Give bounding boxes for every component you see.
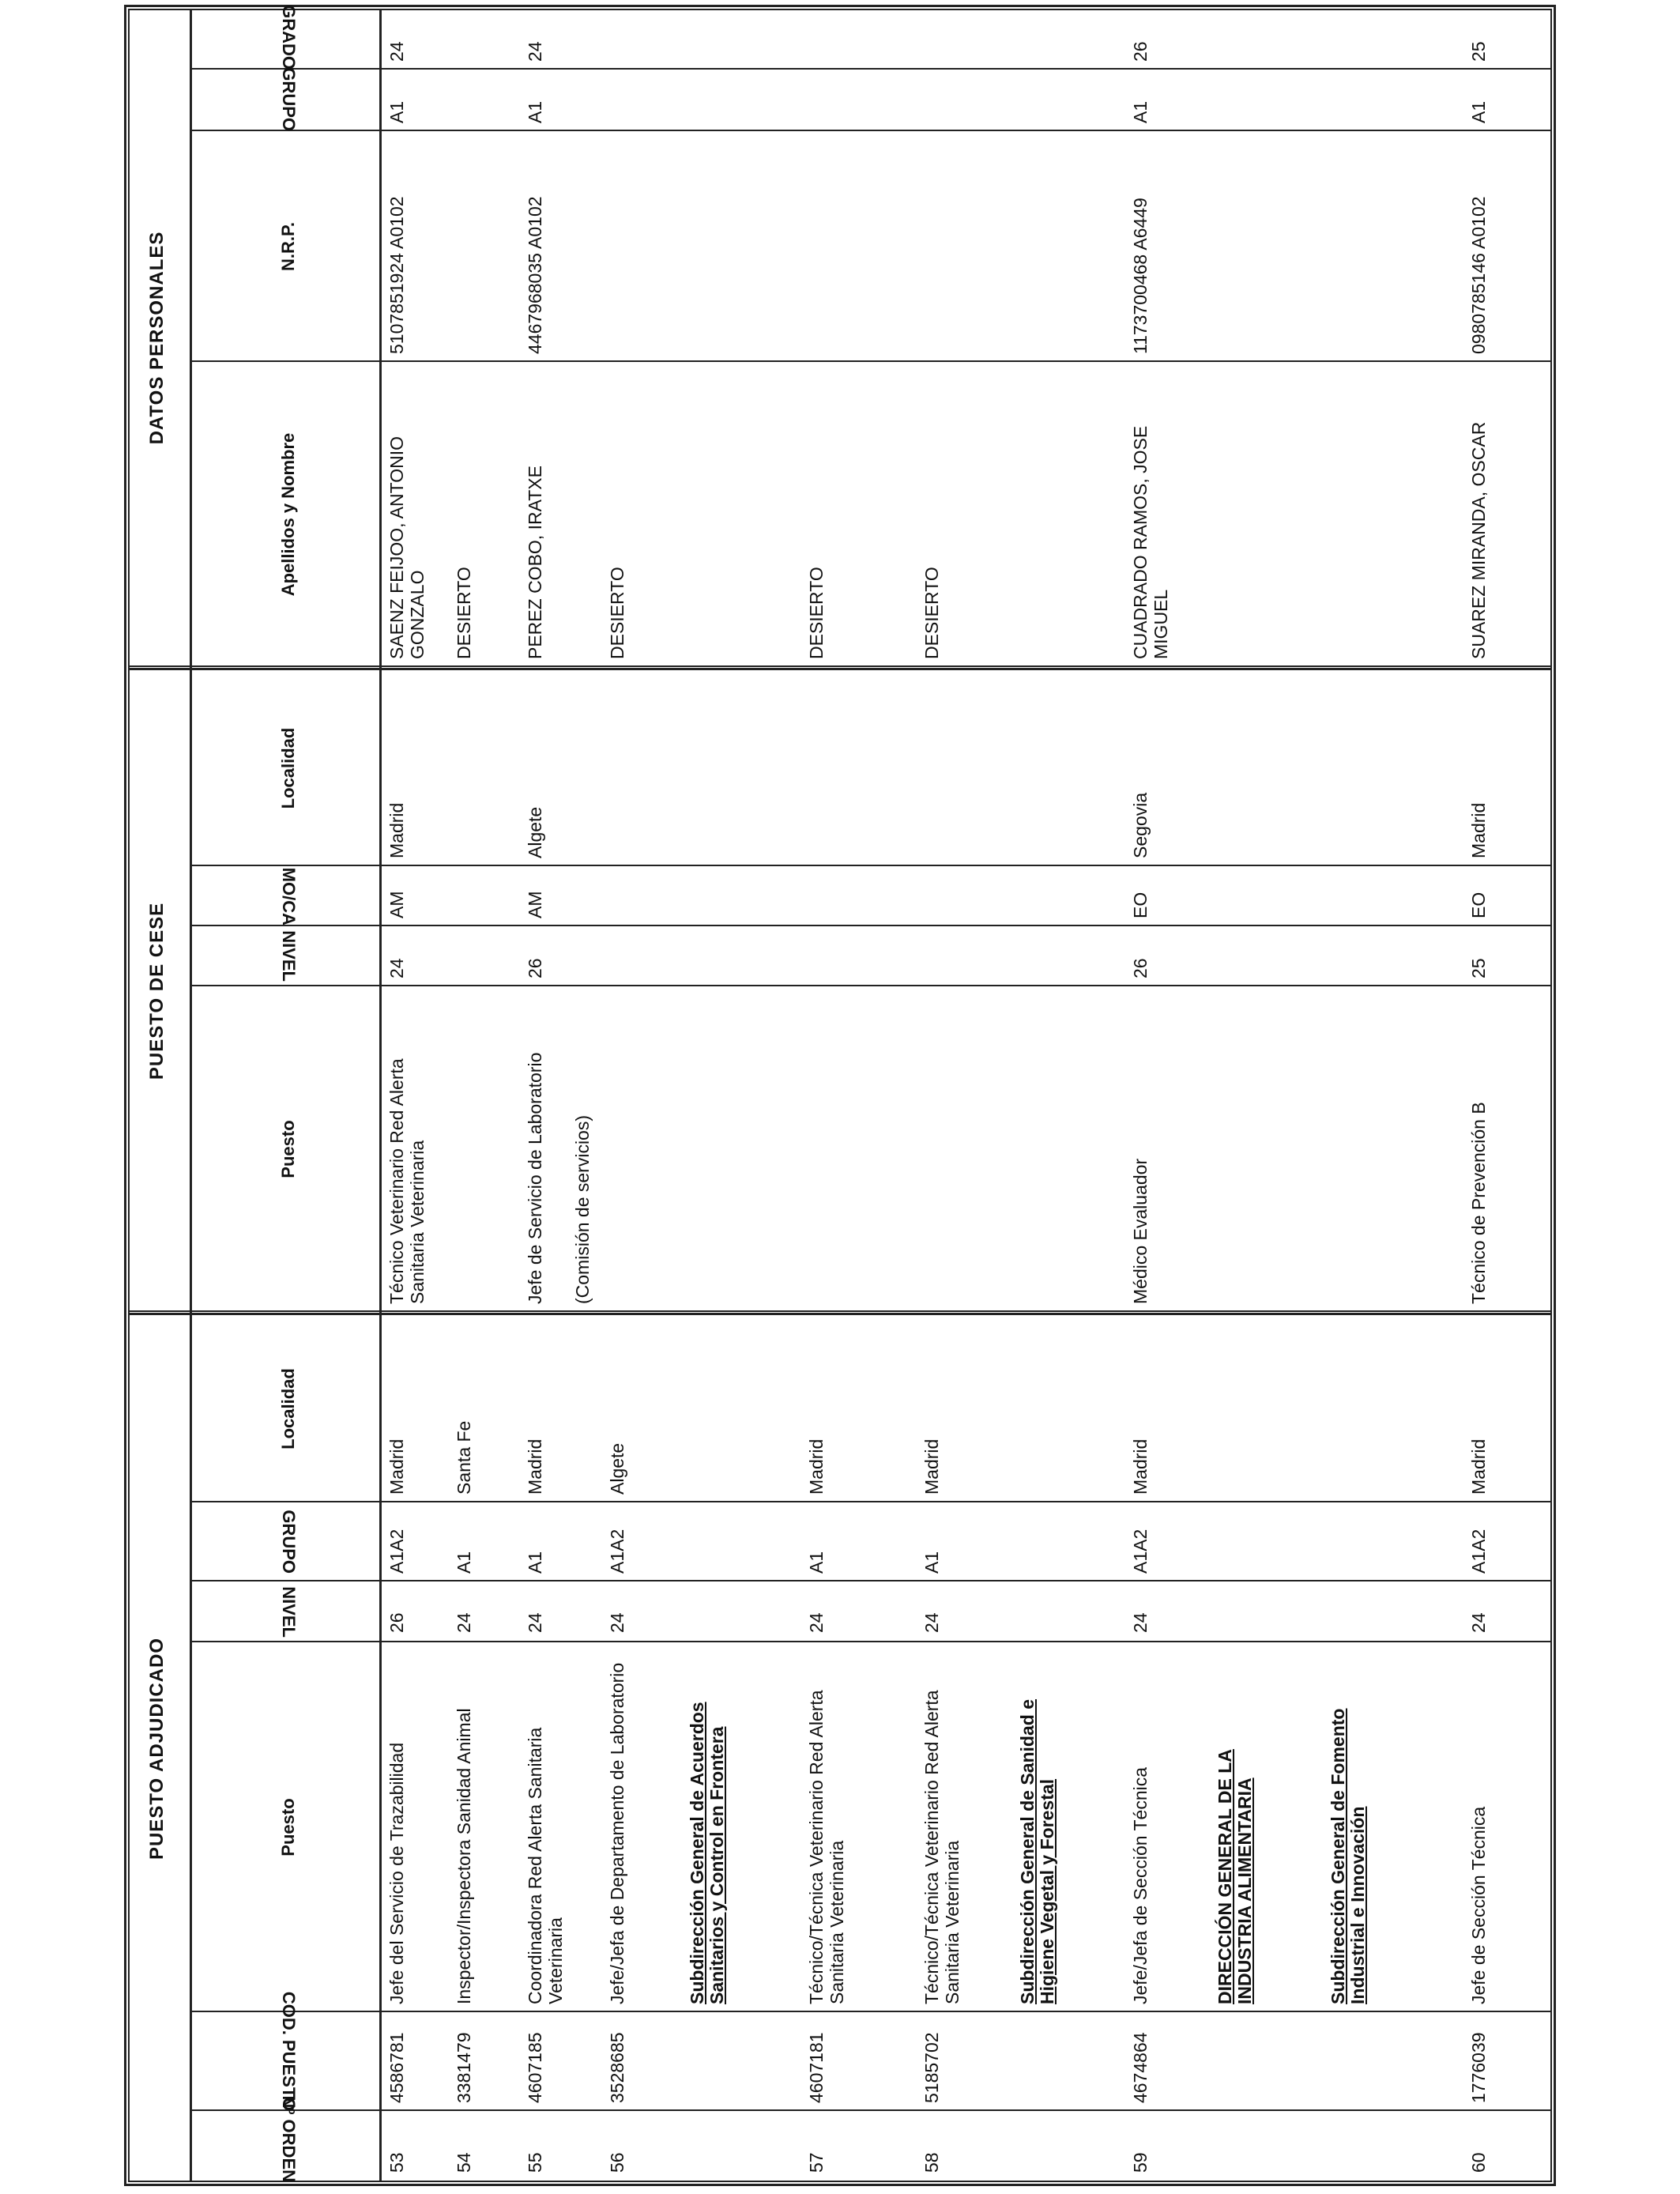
section-heading: DIRECCIÓN GENERAL DE LA INDUSTRIA ALIMENTARIA (1215, 1749, 1255, 2004)
col-header-nrp: N.R.P. (278, 222, 298, 271)
cell-apellidos: CUADRADO RAMOS, JOSE MIGUEL (1130, 425, 1171, 659)
col-header-apellidos: Apellidos y Nombre (278, 432, 298, 597)
cell-puesto: Jefe del Servicio de Trazabilidad (386, 1742, 407, 2004)
cell-puesto: Técnico/Técnica Veterinario Red Alerta Sanitaria Veterinaria (806, 1690, 847, 2004)
cell-puesto: Jefe/Jefa de Departamento de Laboratorio (607, 1662, 627, 2004)
cell-localidad: Madrid (386, 1438, 407, 1495)
section-heading: Subdirección General de Fomento Industrial e Innovación (1328, 1708, 1368, 2004)
cell-cese-localidad: Madrid (1468, 802, 1489, 858)
cell-grupo: A1A2 (386, 1529, 407, 1574)
section-heading: Subdirección General de Acuerdos Sanitarios y Control en Frontera (687, 1702, 727, 2004)
cell-cese-moca: AM (386, 891, 407, 918)
cell-cese-puesto: Jefe de Servicio de Laboratorio (525, 1052, 545, 1304)
cell-apellidos: SUAREZ MIRANDA, OSCAR (1468, 421, 1489, 659)
cell-cese-nivel: 26 (525, 958, 545, 978)
cell-orden: 57 (806, 2152, 827, 2173)
cell-nivel: 24 (454, 1612, 474, 1633)
col-header-nivel: NIVEL (279, 1586, 299, 1638)
group-header-personales: DATOS PERSONALES (146, 231, 168, 445)
col-sep-orden (190, 2109, 1552, 2111)
cell-cod: 1776039 (1468, 2032, 1489, 2103)
cell-localidad: Madrid (921, 1438, 942, 1495)
cell-pgrupo: A1 (1468, 100, 1489, 123)
col-header-puesto: Puesto (278, 1798, 298, 1857)
cell-nivel: 24 (806, 1612, 827, 1633)
cell-grupo: A1A2 (1130, 1529, 1151, 1574)
cell-cese-localidad: Madrid (386, 802, 407, 858)
cell-cese-nivel: 26 (1130, 958, 1151, 978)
cell-localidad: Santa Fe (454, 1420, 474, 1495)
cell-cese-nivel: 25 (1468, 958, 1489, 978)
cell-cese-puesto: Médico Evaluador (1130, 1158, 1151, 1304)
cell-nrp: 1173700468 A6449 (1130, 198, 1151, 354)
group-sep-1 (128, 1313, 1552, 1315)
cell-apellidos: DESIERTO (806, 567, 827, 659)
section-heading: Subdirección General de Sanidad e Higiene Vegetal y Forestal (1017, 1698, 1057, 2004)
cell-puesto: Inspector/Inspectora Sanidad Animal (454, 1708, 474, 2004)
cell-pgrupo: A1 (1130, 100, 1151, 123)
cell-orden: 53 (386, 2152, 407, 2173)
cell-grupo: A1 (806, 1551, 827, 1574)
cell-orden: 55 (525, 2152, 545, 2173)
cell-orden: 59 (1130, 2152, 1151, 2173)
cell-grupo: A1A2 (607, 1529, 627, 1574)
cell-localidad: Madrid (1468, 1438, 1489, 1495)
col-header-cese-localidad: Localidad (278, 727, 298, 809)
col-sep-puesto (190, 1641, 1552, 1642)
cell-cod: 5185702 (921, 2032, 942, 2103)
cell-orden: 60 (1468, 2152, 1489, 2173)
cell-localidad: Madrid (806, 1438, 827, 1495)
cell-grado: 26 (1130, 41, 1151, 62)
cell-cese-moca: EO (1130, 892, 1151, 918)
group-sep-2b (128, 665, 1552, 667)
cell-nrp: 0980785146 A0102 (1468, 196, 1489, 354)
cell-cese-nivel: 24 (386, 958, 407, 978)
col-sep-nrp (190, 130, 1552, 131)
cell-cese-moca: AM (525, 891, 545, 918)
group-sep-1b (128, 1310, 1552, 1312)
cell-cese-localidad: Algete (525, 806, 545, 858)
cell-apellidos: DESIERTO (607, 567, 627, 659)
cell-apellidos: SAENZ FEIJOO, ANTONIO GONZALO (386, 435, 428, 659)
cell-orden: 58 (921, 2152, 942, 2173)
cell-nivel: 24 (525, 1612, 545, 1633)
cell-cese-localidad: Segovia (1130, 792, 1151, 858)
cell-apellidos: PEREZ COBO, IRATXE (525, 466, 545, 659)
cell-localidad: Madrid (525, 1438, 545, 1495)
col-header-cod: COD. PUESTO (279, 1991, 299, 2111)
cell-grado: 24 (386, 41, 407, 62)
cell-apellidos: DESIERTO (921, 567, 942, 659)
col-sep-pgrupo (190, 68, 1552, 70)
cell-cese-moca: EO (1468, 892, 1489, 918)
cell-grupo: A1 (921, 1551, 942, 1574)
cell-cod: 3528685 (607, 2032, 627, 2103)
cell-nivel: 24 (1130, 1612, 1151, 1633)
cell-orden: 54 (454, 2152, 474, 2173)
col-header-pers-grupo: GRUPO (279, 67, 299, 131)
group-sep-2 (128, 668, 1552, 670)
cell-puesto: Técnico/Técnica Veterinario Red Alerta Sanitaria Veterinaria (921, 1690, 962, 2004)
cell-nivel: 24 (607, 1612, 627, 1633)
cell-localidad: Algete (607, 1442, 627, 1495)
cell-apellidos: DESIERTO (454, 567, 474, 659)
cell-cese-note: (Comisión de servicios) (572, 1114, 593, 1304)
col-sep-cese-nivel (190, 925, 1552, 926)
cell-cese-puesto: Técnico Veterinario Red Alerta Sanitaria Veterinaria (386, 1058, 428, 1304)
col-header-cese-moca: MO/CA (279, 867, 299, 925)
cell-pgrupo: A1 (525, 100, 545, 123)
col-sep-cese-moca (190, 865, 1552, 866)
col-header-localidad: Localidad (278, 1368, 298, 1449)
cell-cod: 3381479 (454, 2032, 474, 2103)
col-header-orden: Nº ORDEN (279, 2095, 299, 2182)
cell-localidad: Madrid (1130, 1438, 1151, 1495)
group-header-adjudicado: PUESTO ADJUDICADO (146, 1637, 168, 1860)
group-header-cese: PUESTO DE CESE (146, 902, 168, 1080)
cell-nrp: 4467968035 A0102 (525, 196, 545, 354)
col-sep-nivel (190, 1580, 1552, 1581)
col-header-cese-puesto: Puesto (278, 1120, 298, 1178)
cell-nrp: 5107851924 A0102 (386, 196, 407, 354)
col-sep-cod (190, 2011, 1552, 2012)
cell-puesto: Jefe de Sección Técnica (1468, 1806, 1489, 2004)
cell-grupo: A1 (525, 1551, 545, 1574)
cell-nivel: 24 (1468, 1612, 1489, 1633)
col-header-grupo: GRUPO (279, 1510, 299, 1574)
col-sep-cese-puesto (190, 985, 1552, 986)
col-header-cese-nivel: NIVEL (279, 930, 299, 982)
cell-grupo: A1A2 (1468, 1529, 1489, 1574)
cell-orden: 56 (607, 2152, 627, 2173)
header-band-bottom (190, 9, 192, 2182)
cell-grado: 24 (525, 41, 545, 62)
cell-puesto: Coordinadora Red Alerta Sanitaria Veterinaria (525, 1727, 566, 2004)
header-row-bottom (379, 9, 382, 2182)
cell-cese-puesto: Técnico de Prevención B (1468, 1102, 1489, 1304)
cell-nivel: 24 (921, 1612, 942, 1633)
col-sep-grupo (190, 1501, 1552, 1502)
cell-cod: 4607181 (806, 2032, 827, 2103)
cell-cod: 4586781 (386, 2032, 407, 2103)
cell-pgrupo: A1 (386, 100, 407, 123)
cell-nivel: 26 (386, 1612, 407, 1633)
cell-cod: 4674864 (1130, 2032, 1151, 2103)
col-sep-apellidos (190, 360, 1552, 362)
cell-grado: 25 (1468, 41, 1489, 62)
cell-cod: 4607185 (525, 2032, 545, 2103)
cell-grupo: A1 (454, 1551, 474, 1574)
col-header-pers-grado: GRADO (279, 5, 299, 70)
cell-puesto: Jefe/Jefa de Sección Técnica (1130, 1766, 1151, 2004)
